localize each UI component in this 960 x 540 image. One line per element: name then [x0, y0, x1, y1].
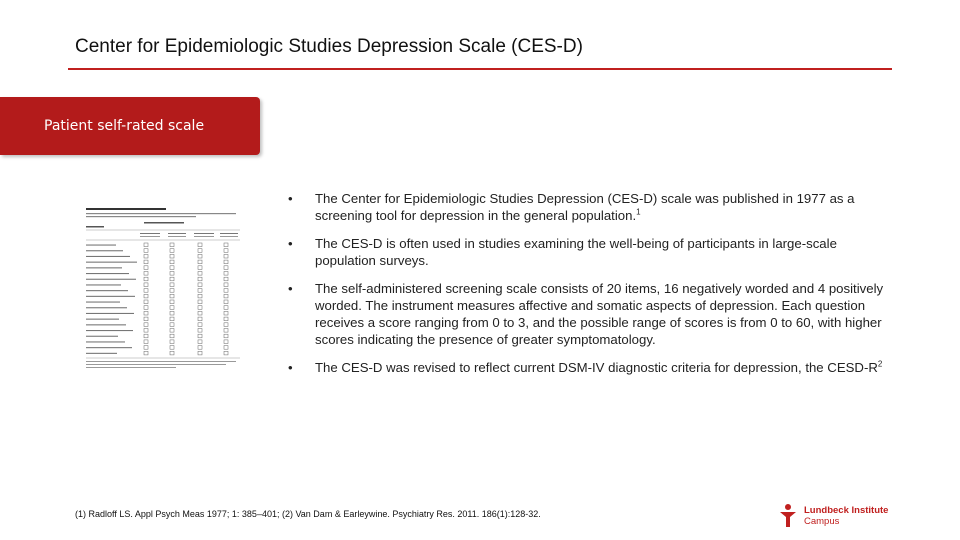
thumbnail-item-text — [86, 284, 121, 285]
thumbnail-item-text — [86, 341, 125, 342]
references-footnote: (1) Radloff LS. Appl Psych Meas 1977; 1: 385–401; (2) Van Dam & Earleywine. Psychiatry Res. 2011. 186(1):128-32. — [75, 509, 541, 519]
bullet-marker: • — [288, 281, 293, 296]
slide-title: Center for Epidemiologic Studies Depression Scale (CES-D) — [75, 36, 583, 57]
scale-type-tag — [0, 97, 260, 155]
bullet-item — [288, 190, 888, 224]
bullet-text: The CES-D is often used in studies examining the well-being of participants in large-scale population surveys. — [315, 236, 837, 268]
thumbnail-item-text — [86, 296, 135, 297]
bullet-item — [288, 359, 888, 376]
thumbnail-item-text — [86, 324, 126, 325]
thumbnail-item-text — [86, 302, 120, 303]
thumbnail-item-text — [86, 353, 117, 354]
thumbnail-item-text — [86, 290, 128, 291]
title-divider — [68, 68, 892, 70]
thumbnail-item-text — [86, 250, 123, 251]
thumbnail-item-text — [86, 279, 136, 280]
thumbnail-item-text — [86, 262, 137, 263]
thumbnail-item-text — [86, 273, 129, 274]
thumbnail-item-text — [86, 319, 119, 320]
bullet-text: The self-administered screening scale consists of 20 items, 16 negatively worded and 4 positively worded. The instrument measures affective and somatic aspects of depression. Each question receives a score ranging from 0 to 3, and the possible range of scores is from 0 to 60, with higher scores indicating the presence of greater symptomatology. — [315, 281, 884, 347]
thumbnail-item-text — [86, 313, 134, 314]
bullet-text: The CES-D was revised to reflect current DSM-IV diagnostic criteria for depression, the CESD-R — [315, 360, 878, 375]
questionnaire-thumbnail — [84, 205, 242, 373]
thumbnail-item-text — [86, 307, 127, 308]
thumbnail-item-text — [86, 267, 122, 268]
thumbnail-item-text — [86, 330, 133, 331]
logo-line-1: Lundbeck Institute — [804, 505, 889, 516]
bullet-marker: • — [288, 191, 293, 206]
bullet-marker: • — [288, 236, 293, 251]
scale-type-tag-label: Patient self-rated scale — [44, 118, 205, 134]
thumbnail-item-text — [86, 245, 116, 246]
logo-line-2: Campus — [804, 516, 840, 527]
lundbeck-logo — [778, 503, 908, 531]
thumbnail-item-text — [86, 256, 130, 257]
bullet-text: The Center for Epidemiologic Studies Depression (CES-D) scale was published in 1977 as a screening tool for depression in the general population. — [315, 191, 855, 223]
lundbeck-figure-icon — [778, 503, 798, 529]
bullet-list — [288, 190, 888, 387]
bullet-item — [288, 235, 888, 269]
citation-ref: 2 — [877, 359, 883, 369]
thumbnail-item-text — [86, 336, 118, 337]
bullet-item — [288, 280, 888, 348]
citation-ref: 1 — [636, 207, 641, 217]
bullet-marker: • — [288, 360, 293, 375]
thumbnail-item-text — [86, 347, 132, 348]
